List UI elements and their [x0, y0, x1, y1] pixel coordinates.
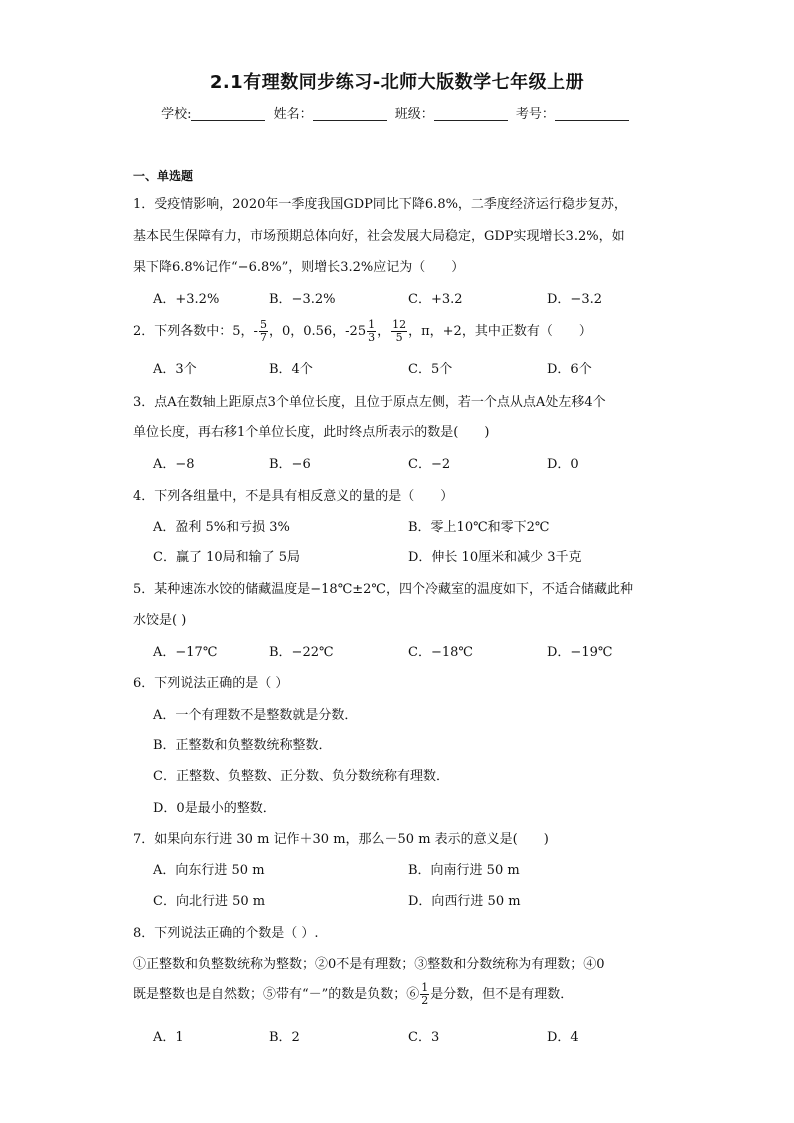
q7-option-a[interactable]: A．向东行进 50 m [153, 863, 265, 878]
q1-options [153, 288, 668, 306]
q6-option-a-row [153, 704, 668, 722]
class-label: 班级： [394, 107, 434, 122]
class-blank[interactable] [434, 107, 508, 121]
section-title: 一、单选题 [133, 169, 194, 183]
q6-option-b[interactable]: B．正整数和负整数统称整数． [153, 738, 332, 753]
q8-option-a[interactable]: A．1 [153, 1030, 184, 1045]
q7-options-row2 [153, 890, 668, 908]
q1-line2: 基本民生保障有力，市场预期总体向好，社会发展大局稳定，GDP实现增长3.2%，如 [133, 229, 625, 244]
q5-options [153, 641, 668, 659]
q3-options [153, 453, 668, 471]
q5-option-a[interactable]: A．−17℃ [153, 645, 218, 660]
fraction-5-7 [259, 319, 268, 344]
q7-options-row1 [153, 859, 668, 877]
fraction-numerator: 1 [368, 318, 376, 331]
q2-option-a[interactable]: A．3个 [153, 362, 197, 377]
name-blank[interactable] [313, 107, 387, 121]
q8-line3-prefix: 既是整数也是自然数；⑤带有“－”的数是负数；⑥ [133, 987, 420, 1002]
q1-option-c[interactable]: C．+3.2 [408, 292, 463, 307]
q1-option-b[interactable]: B．−3.2% [269, 292, 336, 307]
fraction-12-5 [391, 319, 407, 344]
fraction-numerator: 12 [392, 318, 407, 331]
q2-mid2: ， [377, 324, 391, 339]
q4-line1: 4．下列各组量中，不是具有相反意义的量的是（ ） [133, 489, 454, 504]
school-label: 学校: [161, 107, 192, 122]
q4-options-row2 [153, 546, 668, 564]
q3-line1: 3．点A在数轴上距原点3个单位长度，且位于原点左侧，若一个点从点A处左移4个 [133, 395, 606, 410]
q1-option-d[interactable]: D．−3.2 [547, 292, 602, 307]
q2-prefix: 2．下列各数中：5，- [133, 324, 258, 339]
name-label: 姓名： [273, 107, 313, 122]
q4-option-a[interactable]: A．盈利 5%和亏损 3% [153, 520, 290, 535]
q7-line1: 7．如果向东行进 30 m 记作＋30 m，那么－50 m 表示的意义是( ) [133, 832, 549, 847]
q2-option-d[interactable]: D．6个 [547, 362, 592, 377]
q8-line3-suffix: 是分数，但不是有理数． [430, 987, 574, 1002]
q5-option-b[interactable]: B．−22℃ [269, 645, 334, 660]
q3-line2: 单位长度，再右移1个单位长度，此时终点所表示的数是( ) [133, 425, 490, 440]
q8-line2: ①正整数和负整数统称为整数；②0不是有理数；③整数和分数统称为有理数；④0 [133, 957, 605, 972]
q6-option-d-row [153, 797, 668, 815]
fraction-denominator: 7 [259, 331, 267, 344]
q3-option-c[interactable]: C．−2 [408, 457, 451, 472]
q6-option-a[interactable]: A．一个有理数不是整数就是分数． [153, 708, 358, 723]
fraction-1-2 [420, 982, 429, 1007]
q8-line1: 8．下列说法正确的个数是（ ）. [133, 926, 319, 941]
q8-option-c[interactable]: C．3 [408, 1030, 440, 1045]
q2-option-c[interactable]: C．5个 [408, 362, 453, 377]
q6-option-c-row [153, 765, 668, 783]
q6-option-b-row [153, 734, 668, 752]
q4-option-b[interactable]: B．零上10℃和零下2℃ [408, 520, 550, 535]
q4-options-row1 [153, 516, 668, 534]
page-title: 2.1有理数同步练习-北师大版数学七年级上册 [209, 72, 585, 93]
fraction-denominator: 2 [421, 994, 429, 1007]
q3-option-b[interactable]: B．−6 [269, 457, 311, 472]
fraction-denominator: 5 [395, 331, 403, 344]
exam-no-label: 考号： [515, 107, 555, 122]
fraction-1-3 [367, 319, 376, 344]
q8-option-b[interactable]: B．2 [269, 1030, 300, 1045]
q5-line2: 水饺是( ) [133, 613, 187, 628]
q1-option-a[interactable]: A．+3.2% [153, 292, 220, 307]
q1-line3: 果下降6.8%记作“−6.8%”，则增长3.2%应记为（ ） [133, 260, 465, 275]
student-info-line [0, 103, 794, 122]
q4-option-c[interactable]: C．赢了 10局和输了 5局 [153, 550, 301, 565]
q6-option-c[interactable]: C．正整数、负整数、正分数、负分数统称有理数． [153, 769, 449, 784]
school-blank[interactable] [191, 107, 265, 121]
q8-line3 [133, 981, 668, 1009]
q8-options [153, 1026, 668, 1044]
exam-no-blank[interactable] [555, 107, 629, 121]
q5-line1: 5．某种速冻水饺的储藏温度是−18℃±2℃，四个冷藏室的温度如下，不适合储藏此种 [133, 582, 633, 597]
q2-line1 [133, 318, 668, 346]
fraction-numerator: 1 [421, 981, 429, 994]
fraction-numerator: 5 [259, 318, 267, 331]
q2-suffix: ，π，+2，其中正数有（ ） [408, 324, 592, 339]
q4-option-d[interactable]: D．伸长 10厘米和减少 3千克 [408, 550, 582, 565]
q3-option-d[interactable]: D．0 [547, 457, 579, 472]
q2-mid1: ，0，0.56，-25 [268, 324, 367, 339]
q5-option-c[interactable]: C．−18℃ [408, 645, 473, 660]
q3-option-a[interactable]: A．−8 [153, 457, 195, 472]
q7-option-c[interactable]: C．向北行进 50 m [153, 894, 266, 909]
q1-line1: 1．受疫情影响，2020年一季度我国GDP同比下降6.8%，二季度经济运行稳步复苏， [133, 197, 627, 212]
q7-option-b[interactable]: B．向南行进 50 m [408, 863, 520, 878]
fraction-denominator: 3 [368, 331, 376, 344]
q8-option-d[interactable]: D．4 [547, 1030, 579, 1045]
q5-option-d[interactable]: D．−19℃ [547, 645, 613, 660]
q7-option-d[interactable]: D．向西行进 50 m [408, 894, 521, 909]
q6-option-d[interactable]: D．0是最小的整数． [153, 801, 276, 816]
q2-options [153, 358, 668, 376]
q2-option-b[interactable]: B．4个 [269, 362, 313, 377]
q6-line1: 6．下列说法正确的是（ ） [133, 676, 289, 691]
